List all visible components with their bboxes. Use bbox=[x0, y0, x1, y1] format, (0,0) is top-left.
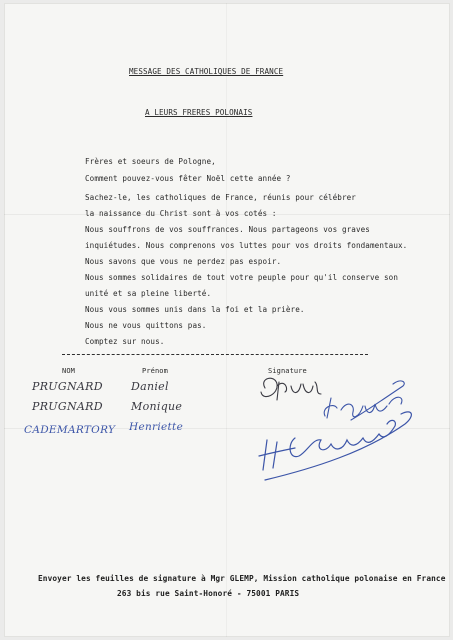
footer-address: 263 bis rue Saint-Honoré - 75001 PARIS bbox=[117, 589, 300, 598]
document-title: MESSAGE DES CATHOLIQUES DE FRANCE bbox=[129, 67, 284, 76]
letter-line: Nous vous sommes unis dans la foi et la prière. bbox=[85, 305, 305, 314]
footer-instruction: Envoyer les feuilles de signature à Mgr GLEMP, Mission catholique polonaise en France bbox=[38, 574, 446, 583]
signature-daniel bbox=[261, 378, 321, 400]
letter-line: unité et sa pleine liberté. bbox=[85, 289, 212, 298]
document-subtitle: A LEURS FRERES POLONAIS bbox=[145, 108, 253, 117]
letter-line: Comment pouvez-vous fêter Noël cette année ? bbox=[85, 174, 291, 183]
handwritten-surname: CADEMARTORY bbox=[24, 424, 116, 436]
handwritten-surname: PRUGNARD bbox=[32, 400, 103, 413]
letter-line: Nous savons que vous ne perdez pas espoir. bbox=[85, 257, 282, 266]
letter-line: Nous sommes solidaires de tout votre peuple pour qu'il conserve son bbox=[85, 273, 399, 282]
column-header-nom: NOM bbox=[62, 367, 75, 375]
column-header-signature: Signature bbox=[268, 367, 307, 375]
document-sheet bbox=[4, 3, 450, 637]
letter-line: Frères et soeurs de Pologne, bbox=[85, 157, 216, 166]
letter-line: Nous souffrons de vos souffrances. Nous partageons vos graves bbox=[85, 225, 370, 234]
handwritten-surname: PRUGNARD bbox=[32, 380, 103, 393]
letter-line: la naissance du Christ sont à vos cotés : bbox=[85, 209, 277, 218]
handwritten-firstname: Monique bbox=[131, 400, 183, 413]
signature-monique bbox=[324, 381, 404, 420]
letter-line: Sachez-le, les catholiques de France, réunis pour célébrer bbox=[85, 193, 356, 202]
letter-line: Nous ne vous quittons pas. bbox=[85, 321, 207, 330]
column-header-prenom: Prénom bbox=[142, 367, 168, 375]
paper-fold-line bbox=[226, 3, 227, 637]
letter-line: Comptez sur nous. bbox=[85, 337, 165, 346]
separator-line bbox=[62, 354, 368, 355]
signature-henriette bbox=[259, 412, 411, 480]
handwritten-firstname: Henriette bbox=[129, 421, 184, 433]
handwritten-firstname: Daniel bbox=[131, 380, 169, 393]
signatures-area bbox=[255, 368, 435, 508]
letter-line: inquiétudes. Nous comprenons vos luttes pour vos droits fondamentaux. bbox=[85, 241, 408, 250]
